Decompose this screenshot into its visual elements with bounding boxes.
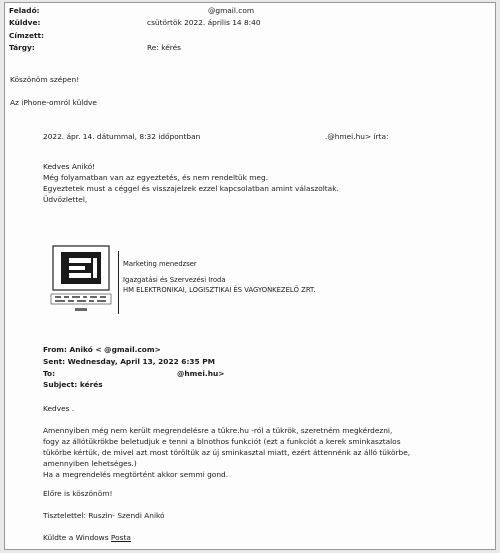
sent-label: Küldve:: [9, 18, 41, 27]
original-sent-from: [43, 533, 131, 542]
middle-closing: Üdvözlettel,: [43, 195, 88, 204]
original-body-3: tükörbe kértük, de mivel azt most töröltük az új sminkasztal miatt, ezért áttennénk az álló tükörbe,: [43, 448, 411, 457]
posta-link[interactable]: Posta: [110, 533, 131, 542]
sent-from-text: Küldte a Windows: [43, 533, 111, 542]
middle-line-2: Egyeztetek must a céggel és visszajelzek ezzel kapcsolatban amint válaszoltak.: [43, 184, 339, 193]
signature-dept: Igazgatási és Szervezési Iroda: [123, 276, 226, 284]
original-body-5: Ha a megrendelés megtörtént akkor semmi gond.: [43, 470, 229, 479]
original-to-label: To:: [43, 369, 56, 378]
subject-value: Re: kérés: [147, 43, 182, 52]
signature-role: Marketing menedzser: [123, 260, 197, 268]
original-regards: Tisztelettel: Ruszin- Szendi Anikó: [43, 511, 165, 520]
reply-thanks: Köszönöm szépen!: [10, 75, 80, 84]
original-body-4: amennyiben lehetséges.): [43, 459, 137, 468]
signature-company: HM ELEKTRONIKAI, LOGISZTIKAI ÉS VAGYONKEZELŐ ZRT.: [123, 286, 316, 294]
from-label: Feladó:: [9, 6, 40, 15]
from-value: @gmail.com: [208, 6, 255, 15]
original-sent: Sent: Wednesday, April 13, 2022 6:35 PM: [43, 357, 216, 366]
original-greeting: Kedves .: [43, 404, 75, 413]
company-logo: [49, 244, 113, 322]
cc-label: Címzett:: [9, 31, 44, 40]
original-from: From: Anikó < @gmail.com>: [43, 345, 161, 354]
signature-divider: [118, 251, 119, 314]
sent-value: csütörtök 2022. április 14 8:40: [147, 18, 261, 27]
original-body-1: Amennyiben még nem került megrendelésre a tükre.hu -ról a tükrök, szeretném megkérdezni,: [43, 426, 393, 435]
document-page: [4, 2, 496, 550]
reply-sent-from: Az iPhone-omról küldve: [10, 98, 97, 107]
subject-label: Tárgy:: [9, 43, 35, 52]
middle-line-1: Még folyamatban van az egyeztetés, és nem rendeltük meg.: [43, 173, 269, 182]
quote-author: .@hmei.hu> írta:: [325, 132, 389, 141]
original-body-2: fogy az állótükrökbe beletudjuk e tenni a blnothos funkciót (ezt a funkciót a kerek sminkasztalos: [43, 437, 401, 446]
quote-date: 2022. ápr. 14. dátummal, 8:32 időpontban: [43, 132, 201, 141]
original-subject: Subject: kérés: [43, 380, 103, 389]
middle-greeting: Kedves Anikó!: [43, 162, 96, 171]
original-to-value: @hmei.hu>: [177, 369, 225, 378]
original-thanks: Előre is köszönöm!: [43, 489, 113, 498]
